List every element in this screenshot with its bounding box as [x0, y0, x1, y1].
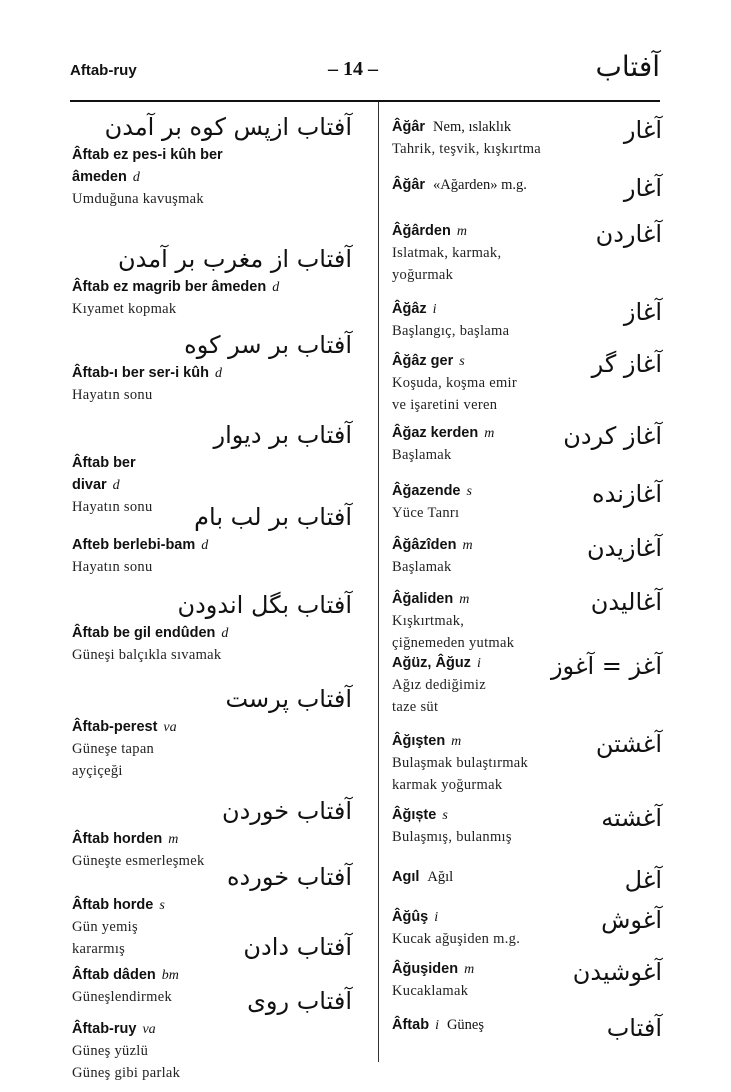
headword-line	[72, 828, 352, 850]
grammar-tag: m	[168, 832, 179, 847]
dictionary-entry	[392, 958, 662, 1002]
grammar-tag: d	[221, 626, 229, 641]
headword-line	[392, 866, 662, 888]
grammar-tag: s	[442, 808, 448, 823]
headword: Âftab be gil endûden	[72, 625, 216, 641]
headword: Âftab-ı ber ser-i kûh	[72, 365, 209, 381]
definition: Kucak ağuşiden m.g.	[392, 931, 521, 947]
grammar-tag: i	[435, 1018, 439, 1033]
headword-line	[72, 452, 352, 474]
grammar-tag: d	[201, 538, 209, 553]
headword: Ağüz, Âğuz	[392, 655, 471, 671]
headword: Âftab ber	[72, 455, 136, 471]
column-divider	[378, 102, 379, 1062]
arabic-headword: آغاردن	[595, 220, 662, 248]
header-rule	[70, 100, 660, 102]
dictionary-entry	[392, 480, 662, 524]
headword: Âğuşiden	[392, 961, 459, 977]
arabic-headword: آفتاب بر سر كوه	[184, 331, 352, 359]
arabic-headword: آغازيدن	[586, 534, 662, 562]
arabic-headword: آفتاب خوردن	[221, 797, 352, 825]
definition: Hayatın sonu	[72, 499, 153, 515]
dictionary-entry	[392, 220, 662, 286]
headword-line	[72, 964, 352, 986]
definition: Bulaşmış, bulanmış	[392, 829, 512, 845]
definition: Ağız dediğimiz	[392, 677, 486, 693]
definition: çiğnemeden yutmak	[392, 635, 515, 651]
grammar-tag: va	[142, 1022, 156, 1037]
headword-line	[72, 474, 352, 496]
definition: Kıyamet kopmak	[72, 301, 177, 317]
definition: taze süt	[392, 699, 439, 715]
dictionary-entry	[392, 174, 662, 202]
headword-line	[72, 716, 352, 738]
headword-line	[392, 174, 662, 196]
grammar-tag: m	[451, 734, 462, 749]
grammar-tag: bm	[161, 968, 179, 983]
headword: Âğâz ger	[392, 353, 454, 369]
definition: Kışkırtmak,	[392, 613, 465, 629]
running-head-left: Aftab-ruy	[70, 62, 137, 79]
headword-line	[72, 144, 352, 166]
arabic-headword: آغشتن	[595, 730, 662, 758]
grammar-tag: d	[272, 280, 280, 295]
headword: Afteb berlebi-bam	[72, 537, 196, 553]
headword-line	[72, 622, 352, 644]
headword: Âğaz kerden	[392, 425, 479, 441]
arabic-headword: آغاز كردن	[563, 422, 662, 450]
definition: Güneşe tapan	[72, 741, 155, 757]
definition: ve işaretini veren	[392, 397, 498, 413]
headword: divar	[72, 477, 107, 493]
arabic-headword: آغازنده	[592, 480, 662, 508]
definition: Hayatın sonu	[72, 387, 153, 403]
dictionary-entry	[72, 110, 352, 210]
definition: karmak yoğurmak	[392, 777, 503, 793]
definition: Güneş yüzlü	[72, 1043, 149, 1059]
headword: Âftab dâden	[72, 967, 156, 983]
headword: Âftab-ruy	[72, 1021, 137, 1037]
headword: Âftab horde	[72, 897, 154, 913]
definition: Koşuda, koşma emir	[392, 375, 518, 391]
inline-definition: Nem, ıslaklık	[433, 119, 512, 135]
definition: Islatmak, karmak,	[392, 245, 502, 261]
dictionary-entry	[72, 242, 352, 320]
headword-line	[392, 116, 662, 138]
dictionary-entry	[392, 906, 662, 950]
dictionary-entry	[72, 682, 352, 782]
grammar-tag: i	[434, 910, 439, 925]
headword: Âftab ez pes-i kûh ber	[72, 147, 223, 163]
definition: Umduğuna kavuşmak	[72, 191, 204, 207]
grammar-tag: va	[163, 720, 177, 735]
grammar-tag: i	[476, 656, 481, 671]
definition: kararmış	[72, 941, 126, 957]
headword: Âğaliden	[392, 591, 454, 607]
arabic-headword: آغاز گر	[591, 350, 662, 378]
headword-line	[72, 1018, 352, 1040]
grammar-tag: d	[112, 478, 120, 493]
dictionary-entry	[392, 730, 662, 796]
dictionary-entry	[392, 298, 662, 342]
arabic-headword: آفتاب بگل اندودن	[177, 591, 352, 619]
headword: Âğâr	[392, 177, 426, 193]
inline-definition: Ağıl	[427, 869, 454, 885]
headword-line	[72, 362, 352, 384]
headword: âmeden	[72, 169, 127, 185]
headword: Âğâr	[392, 119, 426, 135]
arabic-headword: آفتاب بر لب بام	[194, 503, 352, 531]
grammar-tag: m	[456, 224, 467, 239]
definition: ayçiçeği	[72, 763, 123, 779]
dictionary-entry	[392, 116, 662, 160]
arabic-headword: آغز = آغوز	[550, 652, 662, 680]
dictionary-entry	[72, 588, 352, 666]
arabic-headword: آغوش	[601, 906, 662, 934]
arabic-headword: آغاليدن	[590, 588, 662, 616]
page-header	[70, 50, 660, 96]
headword-line	[72, 894, 352, 916]
arabic-headword: آغار	[623, 116, 662, 144]
definition: Başlamak	[392, 559, 452, 575]
arabic-headword: آغوشيدن	[572, 958, 662, 986]
arabic-headword: آفتاب روى	[247, 987, 352, 1015]
definition: Tahrik, teşvik, kışkırtma	[392, 141, 542, 157]
definition: Gün yemiş	[72, 919, 138, 935]
grammar-tag: d	[214, 366, 222, 381]
headword: Âftab-perest	[72, 719, 158, 735]
headword: Âğâzîden	[392, 537, 457, 553]
page-number: – 14 –	[328, 58, 378, 80]
dictionary-entry	[392, 588, 662, 654]
dictionary-entry	[72, 984, 352, 1084]
headword: Âğârden	[392, 223, 451, 239]
dictionary-entry	[392, 652, 662, 718]
headword: Âftab	[392, 1017, 430, 1033]
arabic-headword: آفتاب دادن	[243, 933, 352, 961]
dictionary-entry	[392, 534, 662, 578]
grammar-tag: m	[464, 962, 475, 977]
running-head-right: آفتاب	[595, 50, 660, 83]
grammar-tag: m	[484, 426, 495, 441]
dictionary-entry	[72, 328, 352, 406]
arabic-headword: آفتاب	[606, 1014, 662, 1042]
definition: Güneşi balçıkla sıvamak	[72, 647, 222, 663]
definition: Hayatın sonu	[72, 559, 153, 575]
headword-line	[392, 298, 662, 320]
headword: Âğıște	[392, 807, 437, 823]
definition: yoğurmak	[392, 267, 454, 283]
headword: Agıl	[392, 869, 420, 885]
definition: Güneş gibi parlak	[72, 1065, 181, 1081]
dictionary-entry	[392, 1014, 662, 1042]
definition: Güneşte esmerleşmek	[72, 853, 205, 869]
definition: Güneşlendirmek	[72, 989, 173, 1005]
headword: Âğûş	[392, 909, 429, 925]
grammar-tag: m	[459, 592, 470, 607]
grammar-tag: s	[459, 354, 465, 369]
arabic-headword: آغاز	[623, 298, 662, 326]
dictionary-entry	[72, 500, 352, 578]
arabic-headword: آغار	[623, 174, 662, 202]
headword: Âftab ez magrib ber âmeden	[72, 279, 267, 295]
arabic-headword: آفتاب خورده	[226, 863, 352, 891]
arabic-headword: آغشته	[601, 804, 662, 832]
arabic-headword: آفتاب پرست	[225, 685, 352, 713]
headword: Âğâz	[392, 301, 427, 317]
inline-definition: Güneş	[446, 1017, 485, 1033]
grammar-tag: m	[462, 538, 473, 553]
headword: Âğazende	[392, 483, 461, 499]
grammar-tag: s	[466, 484, 472, 499]
arabic-headword: آفتاب از مغرب بر آمدن	[118, 245, 352, 273]
inline-definition: «Ağarden» m.g.	[433, 177, 527, 193]
definition: Kucaklamak	[392, 983, 469, 999]
dictionary-entry	[392, 804, 662, 848]
arabic-headword: آفتاب بر ديوار	[213, 421, 352, 449]
headword: Âğıştеn	[392, 733, 446, 749]
dictionary-entry	[392, 866, 662, 894]
arabic-headword: آفتاب ازپس كوه بر آمدن	[104, 113, 352, 141]
definition: Yüce Tanrı	[392, 505, 460, 521]
definition: Başlangıç, başlama	[392, 323, 510, 339]
definition: Başlamak	[392, 447, 452, 463]
headword-line	[72, 276, 352, 298]
definition: Bulaşmak bulaştırmak	[392, 755, 529, 771]
grammar-tag: s	[159, 898, 165, 913]
grammar-tag: d	[132, 170, 140, 185]
grammar-tag: i	[432, 302, 437, 317]
arabic-headword: آغل	[624, 866, 662, 894]
headword: Âftab horden	[72, 831, 163, 847]
headword-line	[72, 534, 352, 556]
headword-line	[72, 166, 352, 188]
dictionary-entry	[392, 422, 662, 466]
dictionary-entry	[392, 350, 662, 416]
